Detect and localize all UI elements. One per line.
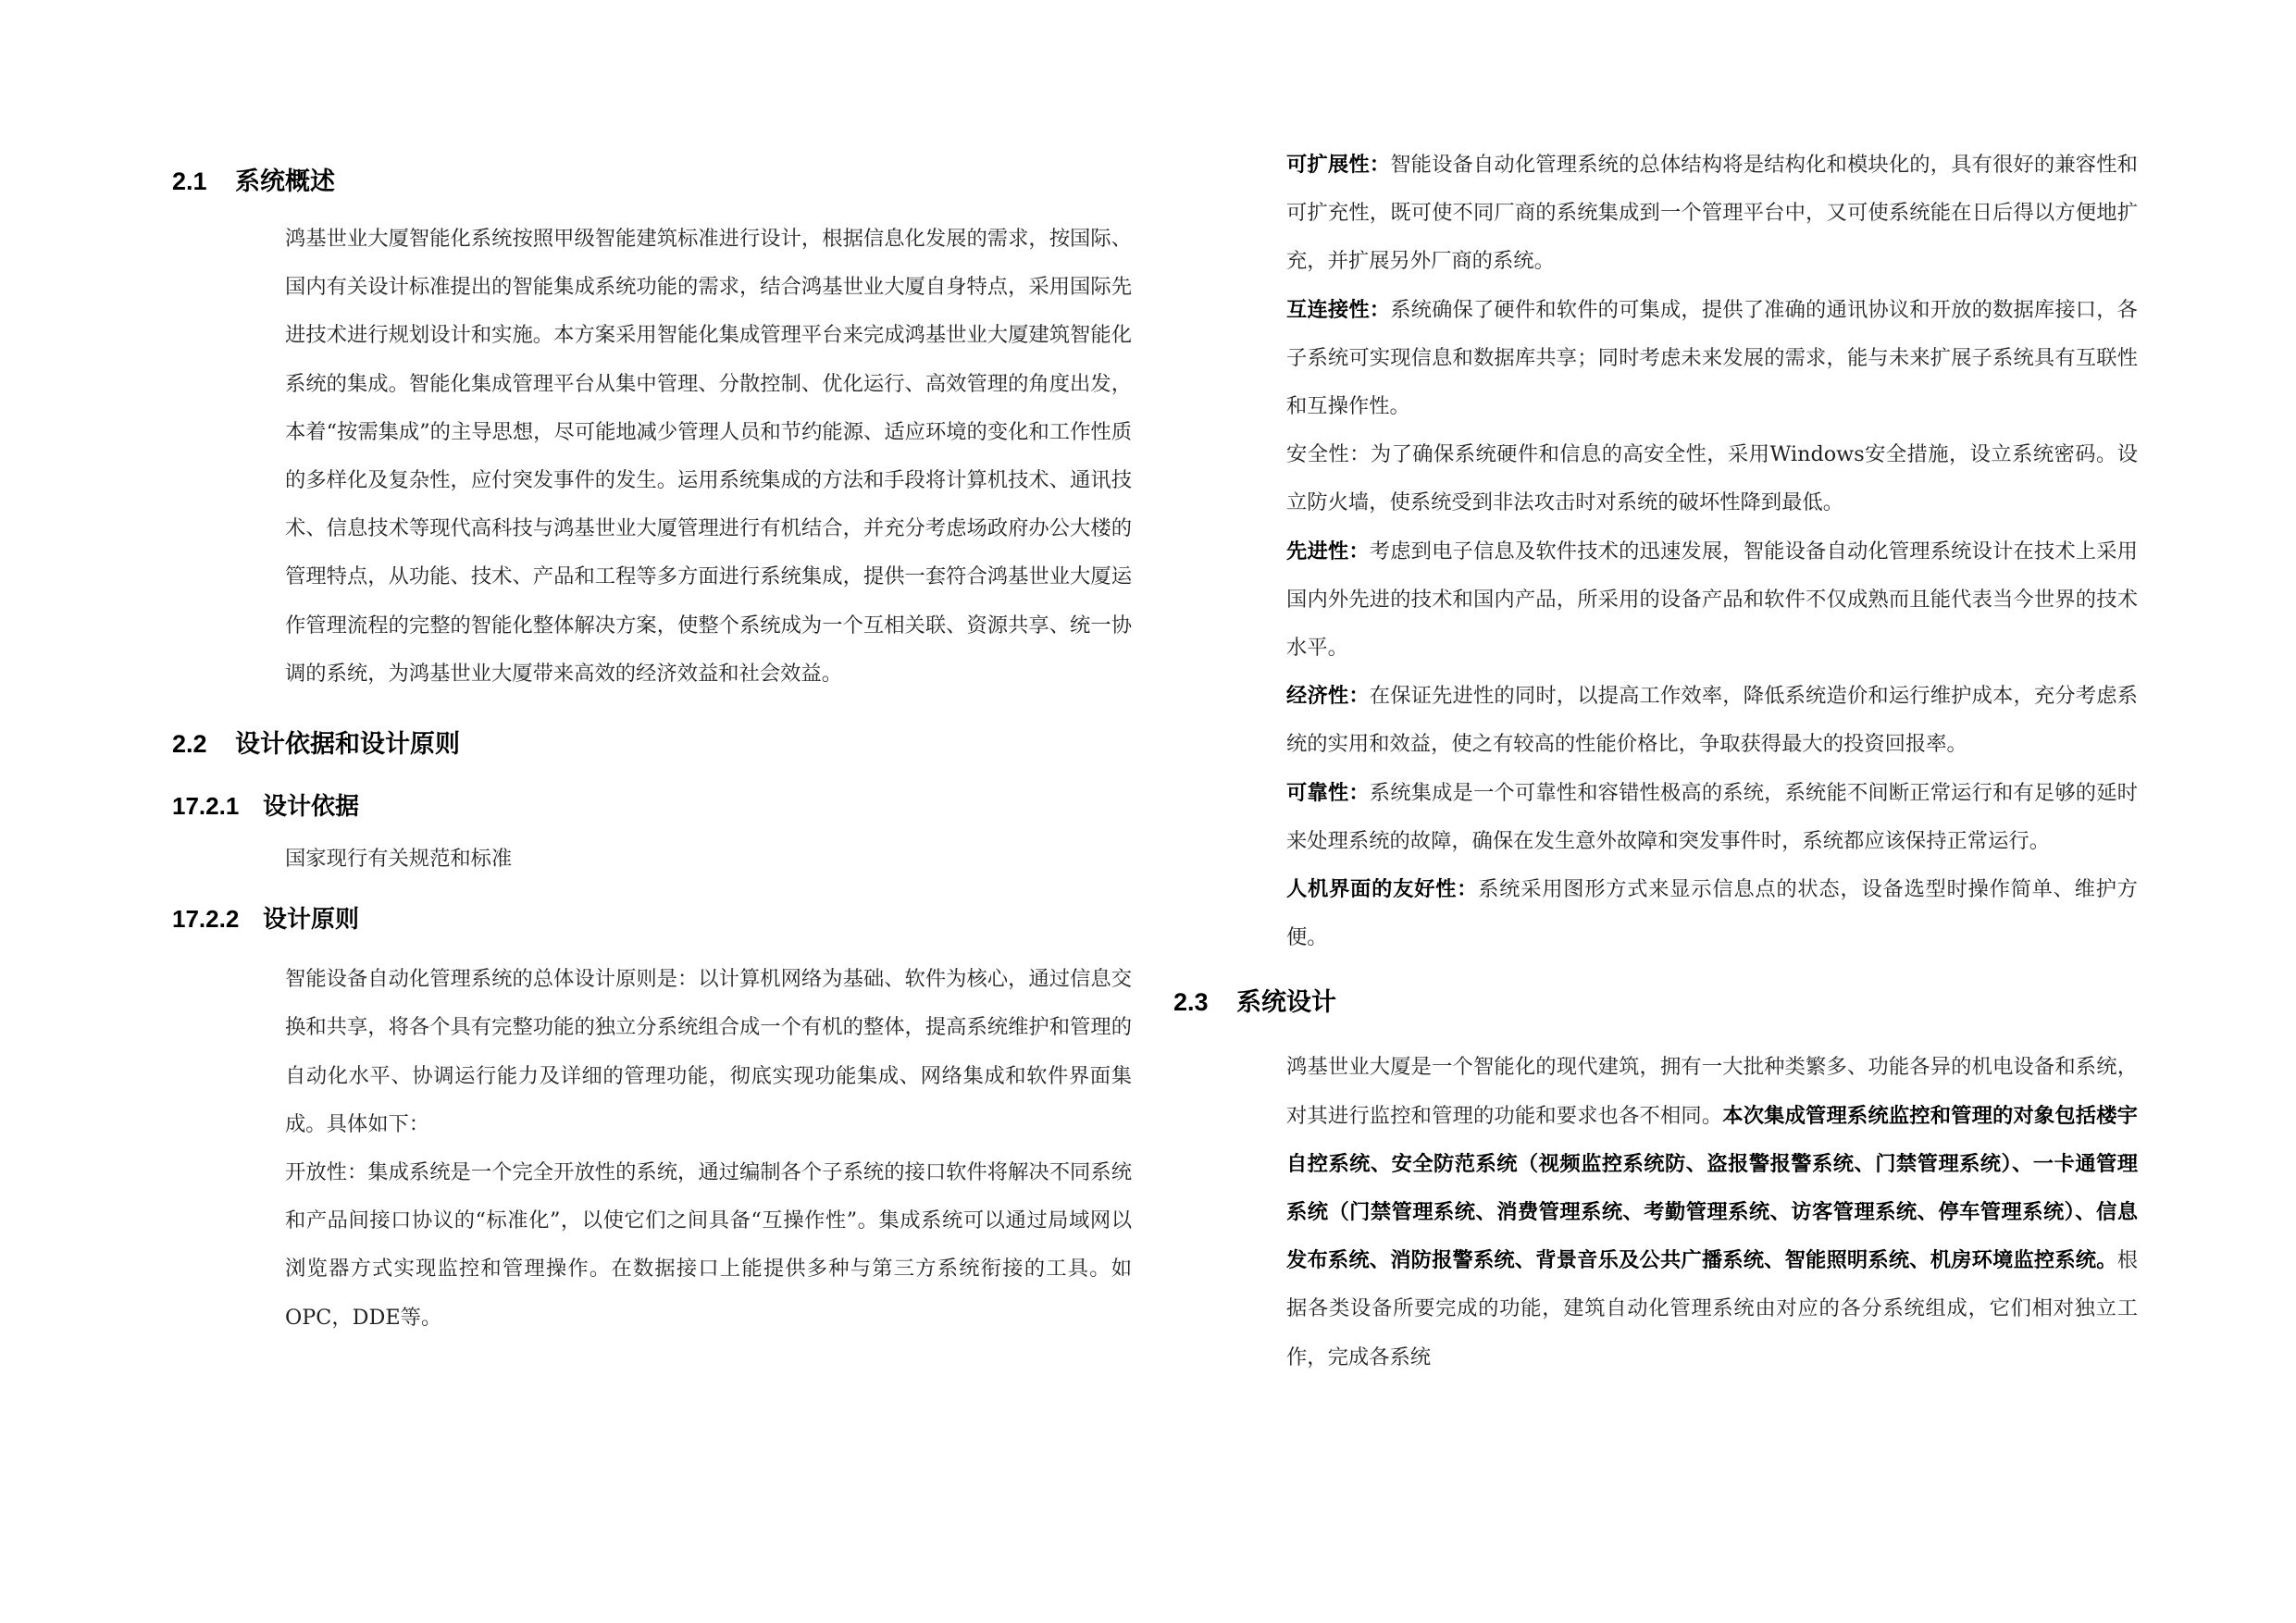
heading-17-2-2 bbox=[172, 890, 1135, 948]
heading-2-2 bbox=[172, 711, 1135, 777]
principle-reliability bbox=[1286, 769, 2138, 865]
principle-text: 智能设备自动化管理系统的总体结构将是结构化和模块化的，具有很好的兼容性和可扩充性，既可使不同厂商的系统集成到一个管理平台中，又可使系统能在日后得以方便地扩充，并扩展另外厂商的系统。 bbox=[1286, 153, 2138, 274]
principle-label: 人机界面的友好性： bbox=[1286, 877, 1479, 902]
principle-label: 先进性： bbox=[1286, 539, 1370, 564]
principle-text: 在保证先进性的同时，以提高工作效率，降低系统造价和运行维护成本，充分考虑系统的实用和效益，使之有较高的性能价格比，争取获得最大的投资回报率。 bbox=[1286, 684, 2138, 757]
principle-label: 经济性： bbox=[1286, 684, 1370, 709]
heading-number: 17.2.2 bbox=[172, 905, 240, 934]
heading-17-2-1 bbox=[172, 777, 1135, 835]
principle-label: 可靠性： bbox=[1286, 780, 1370, 805]
left-column bbox=[172, 148, 1135, 1342]
openness-paragraph: 开放性：集成系统是一个完全开放性的系统，通过编制各个子系统的接口软件将解决不同系统和产品间接口协议的“标准化”，以使它们之间具备“互操作性”。集成系统可以通过局域网以浏览器方式实现监控和管理操作。在数据接口上能提供多种与第三方系统衔接的工具。如OPC，DDE等。 bbox=[285, 1160, 1132, 1330]
design-text: 鸿基世业大厦是一个智能化的现代建筑，拥有一大批种类繁多、功能各异的机电设备和系统，对其进行监控和管理的功能和要求也各不相同。 bbox=[1286, 1055, 2138, 1128]
heading-title: 系统概述 bbox=[235, 167, 335, 195]
principle-economy bbox=[1286, 672, 2138, 768]
heading-number: 2.3 bbox=[1173, 988, 1209, 1017]
heading-number: 2.2 bbox=[172, 730, 207, 759]
principle-interconnect bbox=[1286, 286, 2138, 431]
principle-text: 系统确保了硬件和软件的可集成，提供了准确的通讯协议和开放的数据库接口，各子系统可实现信息和数据库共享；同时考虑未来发展的需求，能与未来扩展子系统具有互联性和互操作性。 bbox=[1286, 297, 2138, 419]
principle-text: 安全性：为了确保系统硬件和信息的高安全性，采用Windows安全措施，设立系统密码。设立防火墙，使系统受到非法攻击时对系统的破坏性降到最低。 bbox=[1286, 442, 2138, 515]
principle-text: 系统集成是一个可靠性和容错性极高的系统，系统能不间断正常运行和有足够的延时来处理系统的故障，确保在发生意外故障和突发事件时，系统都应该保持正常运行。 bbox=[1286, 780, 2138, 853]
system-design-paragraph bbox=[1286, 1043, 2138, 1381]
heading-number: 17.2.1 bbox=[172, 792, 240, 821]
principle-label: 可扩展性： bbox=[1286, 153, 1391, 177]
heading-2-1 bbox=[172, 148, 1135, 215]
principle-text: 考虑到电子信息及软件技术的迅速发展，智能设备自动化管理系统设计在技术上采用国内外先进的技术和国内产品，所采用的设备产品和软件不仅成熟而且能代表当今世界的技术水平。 bbox=[1286, 539, 2138, 661]
principles-intro-paragraph: 智能设备自动化管理系统的总体设计原则是：以计算机网络为基础、软件为核心，通过信息交换和共享，将各个具有完整功能的独立分系统组合成一个有机的整体，提高系统维护和管理的自动化水平、协调运行能力及详细的管理功能，彻底实现功能集成、网络集成和软件界面集成。具体如下： bbox=[285, 967, 1132, 1136]
design-text: 根据各类设备所要完成的功能，建筑自动化管理系统由对应的各分系统组成，它们相对独立工作，完成各系统 bbox=[1286, 1248, 2138, 1369]
right-column bbox=[1173, 141, 2141, 1381]
principle-label: 互连接性： bbox=[1286, 297, 1391, 322]
principle-usability bbox=[1286, 865, 2138, 961]
heading-2-3 bbox=[1173, 969, 2141, 1035]
heading-title: 设计原则 bbox=[263, 905, 360, 934]
heading-title: 设计依据 bbox=[263, 792, 360, 821]
heading-number: 2.1 bbox=[172, 167, 207, 195]
heading-title: 系统设计 bbox=[1236, 988, 1336, 1017]
heading-title: 设计依据和设计原则 bbox=[235, 730, 460, 759]
principle-text: 系统采用图形方式来显示信息点的状态，设备选型时操作简单、维护方便。 bbox=[1286, 877, 2138, 950]
principle-advanced bbox=[1286, 527, 2138, 673]
principle-scalability bbox=[1286, 141, 2138, 286]
principle-security bbox=[1286, 430, 2138, 527]
basis-paragraph: 国家现行有关规范和标准 bbox=[285, 847, 513, 872]
overview-paragraph: 鸿基世业大厦智能化系统按照甲级智能建筑标准进行设计，根据信息化发展的需求，按国际、国内有关设计标准提出的智能集成系统功能的需求，结合鸿基世业大厦自身特点，采用国际先进技术进行规划设计和实施。本方案采用智能化集成管理平台来完成鸿基世业大厦建筑智能化系统的集成。智能化集成管理平台从集中管理、分散控制、优化运行、高效管理的角度出发，本着“按需集成”的主导思想，尽可能地减少管理人员和节约能源、适应环境的变化和工作性质的多样化及复杂性，应付突发事件的发生。运用系统集成的方法和手段将计算机技术、通讯技术、信息技术等现代高科技与鸿基世业大厦管理进行有机结合，并充分考虑场政府办公大楼的管理特点，从功能、技术、产品和工程等多方面进行系统集成，提供一套符合鸿基世业大厦运作管理流程的完整的智能化整体解决方案，使整个系统成为一个互相关联、资源共享、统一协调的系统，为鸿基世业大厦带来高效的经济效益和社会效益。 bbox=[285, 227, 1132, 686]
design-scope-text: 本次集成管理系统监控和管理的对象包括楼宇自控系统、安全防范系统（视频监控系统防、盗报警报警系统、门禁管理系统）、一卡通管理系统（门禁管理系统、消费管理系统、考勤管理系统、访客管理系统、停车管理系统）、信息发布系统、消防报警系统、背景音乐及公共广播系统、智能照明系统、机房环境监控系统。 bbox=[1286, 1103, 2138, 1273]
